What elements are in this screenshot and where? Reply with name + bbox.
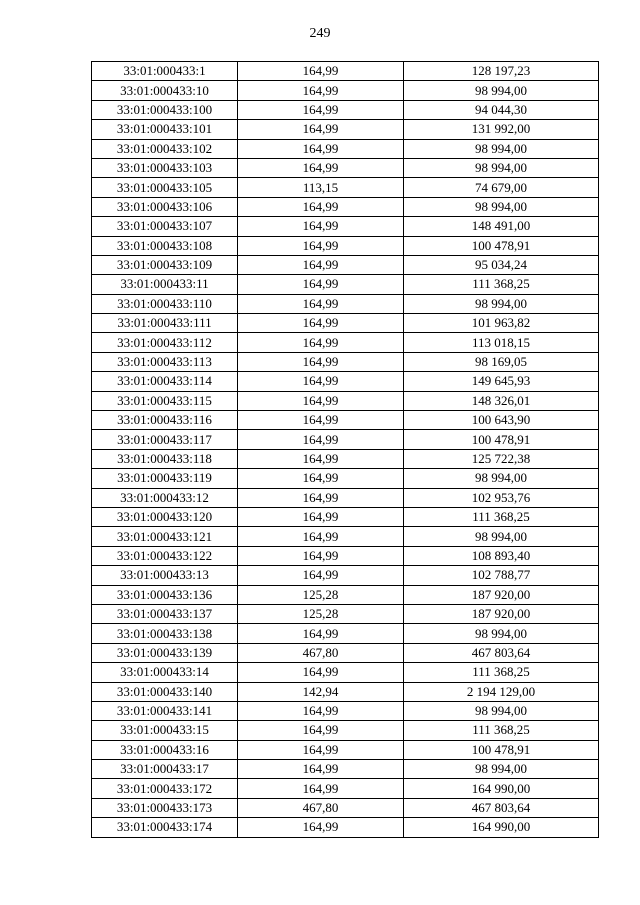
cadastral-number-cell: 33:01:000433:174 xyxy=(92,818,238,837)
value-cell: 148 491,00 xyxy=(404,217,599,236)
value-cell: 98 994,00 xyxy=(404,701,599,720)
value-cell: 111 368,25 xyxy=(404,275,599,294)
value-cell: 94 044,30 xyxy=(404,100,599,119)
value-cell: 98 994,00 xyxy=(404,469,599,488)
area-cell: 164,99 xyxy=(238,217,404,236)
table-row xyxy=(92,333,599,352)
area-cell: 164,99 xyxy=(238,120,404,139)
area-cell: 164,99 xyxy=(238,81,404,100)
value-cell: 467 803,64 xyxy=(404,798,599,817)
area-cell: 164,99 xyxy=(238,488,404,507)
area-cell: 164,99 xyxy=(238,624,404,643)
area-cell: 164,99 xyxy=(238,294,404,313)
value-cell: 467 803,64 xyxy=(404,643,599,662)
cadastral-number-cell: 33:01:000433:14 xyxy=(92,663,238,682)
value-cell: 2 194 129,00 xyxy=(404,682,599,701)
area-cell: 164,99 xyxy=(238,236,404,255)
table-row xyxy=(92,798,599,817)
value-cell: 187 920,00 xyxy=(404,604,599,623)
area-cell: 164,99 xyxy=(238,449,404,468)
value-cell: 113 018,15 xyxy=(404,333,599,352)
cadastral-number-cell: 33:01:000433:116 xyxy=(92,411,238,430)
area-cell: 164,99 xyxy=(238,546,404,565)
value-cell: 102 953,76 xyxy=(404,488,599,507)
cadastral-number-cell: 33:01:000433:137 xyxy=(92,604,238,623)
cadastral-number-cell: 33:01:000433:173 xyxy=(92,798,238,817)
value-cell: 111 368,25 xyxy=(404,721,599,740)
value-cell: 149 645,93 xyxy=(404,372,599,391)
value-cell: 98 994,00 xyxy=(404,139,599,158)
cadastral-number-cell: 33:01:000433:1 xyxy=(92,62,238,81)
area-cell: 164,99 xyxy=(238,139,404,158)
value-cell: 98 994,00 xyxy=(404,624,599,643)
value-cell: 111 368,25 xyxy=(404,507,599,526)
table-row xyxy=(92,488,599,507)
table-row xyxy=(92,255,599,274)
table-row xyxy=(92,527,599,546)
cadastral-number-cell: 33:01:000433:118 xyxy=(92,449,238,468)
table-row xyxy=(92,275,599,294)
cadastral-number-cell: 33:01:000433:115 xyxy=(92,391,238,410)
table-row xyxy=(92,469,599,488)
table-row xyxy=(92,197,599,216)
value-cell: 108 893,40 xyxy=(404,546,599,565)
table-row xyxy=(92,217,599,236)
table-row xyxy=(92,81,599,100)
area-cell: 164,99 xyxy=(238,663,404,682)
area-cell: 125,28 xyxy=(238,604,404,623)
cadastral-number-cell: 33:01:000433:117 xyxy=(92,430,238,449)
cadastral-number-cell: 33:01:000433:109 xyxy=(92,255,238,274)
cadastral-number-cell: 33:01:000433:102 xyxy=(92,139,238,158)
value-cell: 111 368,25 xyxy=(404,663,599,682)
value-cell: 131 992,00 xyxy=(404,120,599,139)
table-row xyxy=(92,721,599,740)
area-cell: 164,99 xyxy=(238,372,404,391)
cadastral-number-cell: 33:01:000433:108 xyxy=(92,236,238,255)
value-cell: 148 326,01 xyxy=(404,391,599,410)
table-row xyxy=(92,314,599,333)
table-body xyxy=(92,62,599,838)
value-cell: 187 920,00 xyxy=(404,585,599,604)
value-cell: 125 722,38 xyxy=(404,449,599,468)
area-cell: 164,99 xyxy=(238,507,404,526)
area-cell: 164,99 xyxy=(238,333,404,352)
value-cell: 98 994,00 xyxy=(404,81,599,100)
table-row xyxy=(92,740,599,759)
table-row xyxy=(92,430,599,449)
area-cell: 164,99 xyxy=(238,469,404,488)
value-cell: 164 990,00 xyxy=(404,779,599,798)
area-cell: 164,99 xyxy=(238,721,404,740)
area-cell: 125,28 xyxy=(238,585,404,604)
value-cell: 128 197,23 xyxy=(404,62,599,81)
cadastral-number-cell: 33:01:000433:114 xyxy=(92,372,238,391)
table-row xyxy=(92,449,599,468)
cadastral-number-cell: 33:01:000433:103 xyxy=(92,158,238,177)
area-cell: 164,99 xyxy=(238,100,404,119)
cadastral-number-cell: 33:01:000433:140 xyxy=(92,682,238,701)
value-cell: 101 963,82 xyxy=(404,314,599,333)
cadastral-number-cell: 33:01:000433:111 xyxy=(92,314,238,333)
table-row xyxy=(92,604,599,623)
table-row xyxy=(92,546,599,565)
cadastral-number-cell: 33:01:000433:122 xyxy=(92,546,238,565)
cadastral-number-cell: 33:01:000433:100 xyxy=(92,100,238,119)
table-row xyxy=(92,818,599,837)
table-row xyxy=(92,120,599,139)
value-cell: 98 994,00 xyxy=(404,197,599,216)
area-cell: 164,99 xyxy=(238,62,404,81)
area-cell: 467,80 xyxy=(238,643,404,662)
cadastral-number-cell: 33:01:000433:13 xyxy=(92,566,238,585)
value-cell: 95 034,24 xyxy=(404,255,599,274)
area-cell: 164,99 xyxy=(238,779,404,798)
area-cell: 164,99 xyxy=(238,760,404,779)
cadastral-number-cell: 33:01:000433:113 xyxy=(92,352,238,371)
cadastral-number-cell: 33:01:000433:15 xyxy=(92,721,238,740)
area-cell: 164,99 xyxy=(238,158,404,177)
area-cell: 164,99 xyxy=(238,255,404,274)
cadastral-number-cell: 33:01:000433:119 xyxy=(92,469,238,488)
table-row xyxy=(92,643,599,662)
cadastral-number-cell: 33:01:000433:17 xyxy=(92,760,238,779)
value-cell: 98 994,00 xyxy=(404,527,599,546)
value-cell: 98 994,00 xyxy=(404,294,599,313)
table-row xyxy=(92,372,599,391)
table-row xyxy=(92,760,599,779)
cadastral-number-cell: 33:01:000433:101 xyxy=(92,120,238,139)
cadastral-number-cell: 33:01:000433:106 xyxy=(92,197,238,216)
area-cell: 164,99 xyxy=(238,314,404,333)
cadastral-number-cell: 33:01:000433:105 xyxy=(92,178,238,197)
cadastral-number-cell: 33:01:000433:120 xyxy=(92,507,238,526)
table-row xyxy=(92,236,599,255)
value-cell: 100 643,90 xyxy=(404,411,599,430)
table-row xyxy=(92,178,599,197)
cadastral-number-cell: 33:01:000433:12 xyxy=(92,488,238,507)
value-cell: 74 679,00 xyxy=(404,178,599,197)
value-cell: 100 478,91 xyxy=(404,430,599,449)
table-row xyxy=(92,391,599,410)
area-cell: 142,94 xyxy=(238,682,404,701)
area-cell: 164,99 xyxy=(238,391,404,410)
area-cell: 164,99 xyxy=(238,197,404,216)
area-cell: 164,99 xyxy=(238,411,404,430)
area-cell: 467,80 xyxy=(238,798,404,817)
cadastral-number-cell: 33:01:000433:138 xyxy=(92,624,238,643)
cadastral-number-cell: 33:01:000433:136 xyxy=(92,585,238,604)
table-row xyxy=(92,411,599,430)
area-cell: 164,99 xyxy=(238,566,404,585)
table-row xyxy=(92,139,599,158)
table-row xyxy=(92,294,599,313)
table-row xyxy=(92,701,599,720)
value-cell: 98 169,05 xyxy=(404,352,599,371)
cadastral-number-cell: 33:01:000433:107 xyxy=(92,217,238,236)
table-row xyxy=(92,779,599,798)
table-row xyxy=(92,62,599,81)
data-table xyxy=(91,61,599,838)
area-cell: 164,99 xyxy=(238,527,404,546)
value-cell: 98 994,00 xyxy=(404,158,599,177)
table-row xyxy=(92,663,599,682)
value-cell: 164 990,00 xyxy=(404,818,599,837)
area-cell: 164,99 xyxy=(238,352,404,371)
area-cell: 164,99 xyxy=(238,701,404,720)
cadastral-number-cell: 33:01:000433:11 xyxy=(92,275,238,294)
cadastral-number-cell: 33:01:000433:141 xyxy=(92,701,238,720)
area-cell: 164,99 xyxy=(238,740,404,759)
area-cell: 164,99 xyxy=(238,275,404,294)
table-row xyxy=(92,507,599,526)
table-row xyxy=(92,585,599,604)
table-row xyxy=(92,566,599,585)
cadastral-number-cell: 33:01:000433:10 xyxy=(92,81,238,100)
cadastral-number-cell: 33:01:000433:110 xyxy=(92,294,238,313)
table-row xyxy=(92,100,599,119)
value-cell: 100 478,91 xyxy=(404,740,599,759)
value-cell: 102 788,77 xyxy=(404,566,599,585)
area-cell: 164,99 xyxy=(238,818,404,837)
table-row xyxy=(92,352,599,371)
table-row xyxy=(92,682,599,701)
table-row xyxy=(92,624,599,643)
area-cell: 113,15 xyxy=(238,178,404,197)
cadastral-number-cell: 33:01:000433:112 xyxy=(92,333,238,352)
table-row xyxy=(92,158,599,177)
cadastral-number-cell: 33:01:000433:172 xyxy=(92,779,238,798)
value-cell: 98 994,00 xyxy=(404,760,599,779)
area-cell: 164,99 xyxy=(238,430,404,449)
cadastral-number-cell: 33:01:000433:16 xyxy=(92,740,238,759)
value-cell: 100 478,91 xyxy=(404,236,599,255)
cadastral-number-cell: 33:01:000433:121 xyxy=(92,527,238,546)
cadastral-number-cell: 33:01:000433:139 xyxy=(92,643,238,662)
page-number: 249 xyxy=(309,26,331,41)
